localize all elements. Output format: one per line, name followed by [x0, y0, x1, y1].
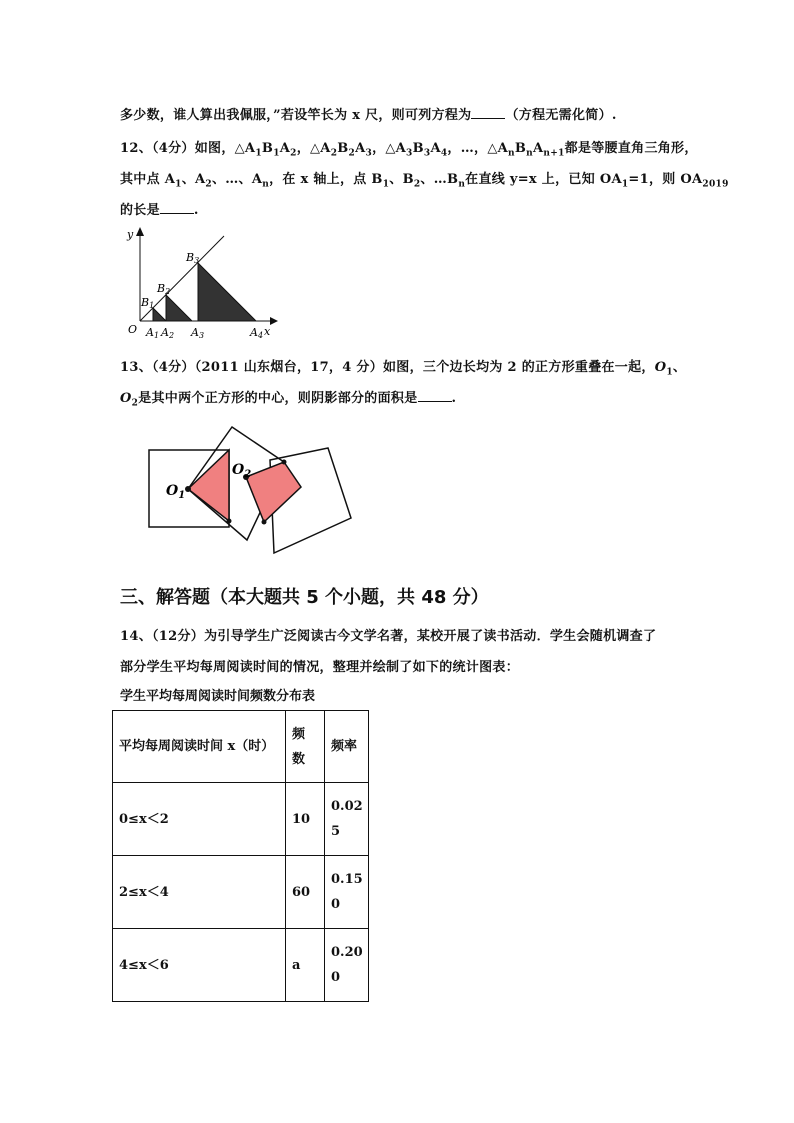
- q14-line2: 部分学生平均每周阅读时间的情况，整理并绘制了如下的统计图表：: [120, 660, 520, 675]
- svg-text:O1: $O_1$: [166, 483, 186, 501]
- svg-text:A4: A4: [250, 326, 264, 340]
- triangle-2: [166, 295, 192, 321]
- answer-blank: [471, 106, 505, 119]
- svg-text:B1: B1: [141, 296, 155, 310]
- table-caption: 学生平均每周阅读时间频数分布表: [120, 689, 316, 704]
- q14-line1: 14、（12分）为引导学生广泛阅读古今文学名著，某校开展了读书活动．学生会随机调查了: [120, 629, 657, 644]
- answer-blank: [418, 389, 452, 402]
- table-row: 2≤x＜4 60 0.15 0: [113, 856, 369, 929]
- svg-text:B2: B2: [157, 282, 171, 296]
- q13-line2: $O_2$是其中两个正方形的中心，则阴影部分的面积是 .: [120, 391, 457, 409]
- point-O1: [185, 486, 191, 492]
- section-title: 三、解答题（本大题共 5 个小题，共 48 分）: [120, 587, 489, 608]
- svg-text:B3: B3: [186, 251, 200, 265]
- svg-text:A2: A2: [161, 326, 175, 340]
- svg-text:A1: A1: [146, 326, 160, 340]
- frequency-table: [112, 710, 369, 1002]
- q13-line1: 13、（4分）（2011 山东烟台，17，4 分）如图，三个边长均为 2 的正方形重叠在一起，$O_1$、: [120, 360, 687, 378]
- svg-text:y: y: [127, 228, 134, 241]
- svg-text:x: x: [264, 325, 271, 338]
- q12-line3: 的长是 .: [120, 203, 199, 218]
- shaded-region-2: [246, 462, 301, 522]
- figure-triangles: [118, 222, 288, 340]
- q12-line1: 12、（4分）如图，$\triangle A_1B_1A_2$，$\triangle A_2B_2A_3$，$\triangle A_3B_3A_4$，…，$\triangle A_nB_nA_{n+1}$都是等腰直角三角形，: [120, 141, 698, 159]
- svg-text:A3: A3: [191, 326, 205, 340]
- svg-text:O2: $O_2$: [232, 462, 252, 480]
- triangle-3: [198, 263, 256, 321]
- answer-blank: [160, 201, 194, 214]
- table-header-row: 平均每周阅读时间 x（时） 频 数 频率: [113, 711, 369, 783]
- table-row: 4≤x＜6 a 0.20 0: [113, 929, 369, 1002]
- prev-question-tail: 多少数，谁人算出我佩服，”若设竿长为 x 尺，则可列方程为 （方程无需化简）.: [120, 108, 617, 123]
- triangle-1: [153, 308, 166, 321]
- q12-line2: 其中点 $A_1$、$A_2$、…、$A_n$，在 x 轴上，点 $B_1$、$B_2$、$\dots B_n$在直线 y=x 上，已知 $OA_1=1$，则 $OA_{2019}$: [120, 172, 729, 190]
- table-row: 0≤x＜2 10 0.02 5: [113, 783, 369, 856]
- svg-text:O: O: [128, 323, 138, 336]
- figure-squares: [140, 420, 360, 560]
